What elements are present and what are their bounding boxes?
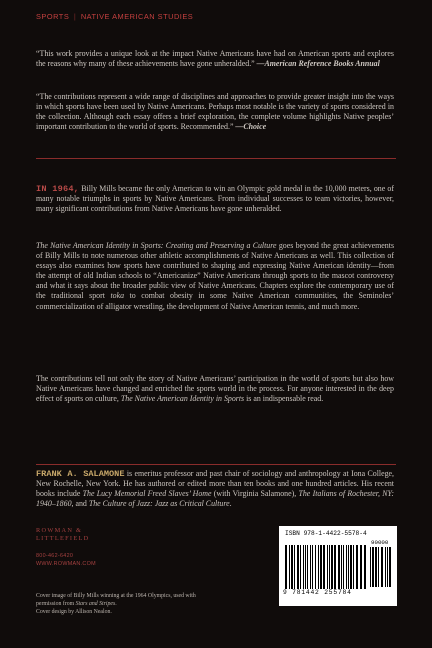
isbn-number: ISBN 978-1-4422-5578-4	[285, 530, 367, 537]
publisher-contact	[36, 553, 96, 569]
barcode-bar	[331, 545, 333, 589]
cover-credits	[36, 592, 212, 616]
barcode-bar	[310, 545, 311, 589]
barcode-bar	[378, 547, 379, 587]
barcode-bar	[356, 545, 358, 589]
review-source: —American Reference Books Annual	[254, 59, 380, 69]
cover-image-credit: Cover image of Billy Mills winning at the 1964 Olympics, used with permission from Stars and Stripes.	[36, 593, 196, 607]
divider-rule	[36, 158, 396, 159]
barcode-bar	[291, 545, 293, 589]
bio-text: is emeritus professor and past chair of sociology and anthropology at Iona College, New Rochelle, New York. He has authored or edited more than ten books and one hundred articles. His recent books include	[36, 469, 394, 499]
paragraph-text: Billy Mills became the only American to win an Olympic gold medal in the 10,000 meters, one of many notable triumphs in sports by Native Americans. From individual successes to team victories, however, many significant contributions from Native Americans have gone unheralded.	[36, 184, 395, 214]
barcode-bar	[385, 547, 386, 587]
category-separator: |	[73, 12, 77, 21]
sport-term: toka	[110, 291, 125, 301]
barcode-digits: 9 781442 255784	[283, 589, 352, 596]
barcode-bar	[372, 547, 374, 587]
barcode-bar	[312, 545, 313, 589]
category-label	[36, 12, 193, 21]
barcode-bar	[341, 545, 342, 589]
book-title: The Lucy Memorial Freed Slaves’ Home	[82, 489, 212, 499]
book-title: The Native American Identity in Sports	[120, 394, 245, 404]
barcode-bar	[343, 545, 344, 589]
barcode-bar	[348, 545, 349, 589]
paragraph-text: is an indispensable read.	[244, 394, 324, 404]
publisher-website: WWW.ROWMAN.COM	[36, 560, 96, 567]
review-blurb-2	[36, 92, 394, 132]
barcode-bar	[305, 545, 306, 589]
barcode-bar	[389, 547, 391, 587]
barcode-bar	[327, 545, 328, 589]
publisher-line-2: LITTLEFIELD	[36, 535, 90, 543]
barcode-bar	[370, 547, 371, 587]
barcode-bar	[334, 545, 336, 589]
barcode-bar	[294, 545, 295, 589]
author-bio	[36, 469, 394, 509]
barcode-bar	[303, 545, 304, 589]
book-title: The Italians of Rochester, NY: 1940–1860	[36, 489, 395, 509]
lead-in: IN 1964,	[36, 184, 80, 194]
review-blurb-1	[36, 49, 394, 69]
description-paragraph-3	[36, 374, 394, 404]
description-paragraph-2	[36, 241, 394, 312]
paragraph-text: The contributions tell not only the story of Native Americans’ participation in the world of sports but also how Native Americans have changed and enriched the sports world in the process. For anyone interested in the deep effect of sports on culture,	[36, 374, 394, 404]
bio-text: .	[229, 499, 232, 509]
price-code: 90000	[371, 539, 389, 546]
category-sports: SPORTS	[36, 12, 70, 21]
barcode-bar	[381, 547, 383, 587]
barcode-bar	[318, 545, 319, 589]
cover-design-credit: Cover design by Allison Nealon.	[36, 609, 112, 615]
review-quote: “This work provides a unique look at the impact Native Americans have had on American sports and explores the reasons why many of these achievements have gone unheralded.”	[36, 49, 394, 69]
barcode-bar	[360, 545, 362, 589]
book-title: The Native American Identity in Sports: Creating and Preserving a Culture	[36, 241, 277, 250]
barcode-bar	[289, 545, 290, 589]
barcode-supplement-bars	[370, 547, 392, 587]
paragraph-text: goes beyond the great achievements of Billy Mills to note numerous other athletic accomplishments of Native Americans as well. This collection of essays also examines how sports have contributed to shaping and expressing Native American identity—from the attempt of old Indian schools to “Americanize” Native Americans through sports to the mascot controversy and what it says about the broader public view of Native Americans. Chapters explore the contemporary use of the traditional sport	[36, 241, 395, 301]
isbn-barcode	[279, 526, 397, 606]
review-source: —Choice	[233, 122, 267, 132]
barcode-bar	[307, 545, 308, 589]
barcode-bar	[315, 545, 316, 589]
barcode-bar	[364, 545, 366, 589]
bio-text: (with Virginia Salamone),	[211, 489, 299, 499]
bio-text: , and	[71, 499, 89, 509]
category-native-american-studies: NATIVE AMERICAN STUDIES	[80, 12, 194, 21]
barcode-bars	[285, 545, 367, 589]
barcode-bar	[329, 545, 330, 589]
description-paragraph-1	[36, 184, 394, 214]
barcode-bar	[350, 545, 352, 589]
barcode-bar	[297, 545, 299, 589]
publisher-logo	[36, 527, 89, 543]
publisher-phone: 800-462-6420	[36, 553, 74, 559]
author-name: FRANK A. SALAMONE	[36, 469, 125, 479]
divider-rule	[36, 464, 396, 465]
book-title: The Culture of Jazz: Jazz as Critical Culture	[88, 499, 230, 509]
barcode-bar	[300, 545, 301, 589]
barcode-bar	[285, 545, 287, 589]
paragraph-text: to combat obesity in some Native American communities, the Seminoles’ commercialization of alligator wrestling, the development of Native American tennis, and much more.	[36, 291, 394, 311]
review-quote: “The contributions represent a wide range of disciplines and approaches to provide greater insight into the ways in which sports have been used by Native Americans. Perhaps most notable is the variety of sports considered in the collection. Although each essay offers a brief exploration, the complete volume highlights Native peoples’ important contribution to the world of sports. Recommended.”	[36, 92, 394, 132]
barcode-bar	[338, 545, 340, 589]
barcode-bar	[323, 545, 325, 589]
barcode-bar	[387, 547, 388, 587]
barcode-bar	[346, 545, 347, 589]
publisher-line-1: ROWMAN &	[36, 527, 83, 534]
barcode-bar	[375, 547, 377, 587]
barcode-bar	[353, 545, 354, 589]
barcode-bar	[320, 545, 322, 589]
